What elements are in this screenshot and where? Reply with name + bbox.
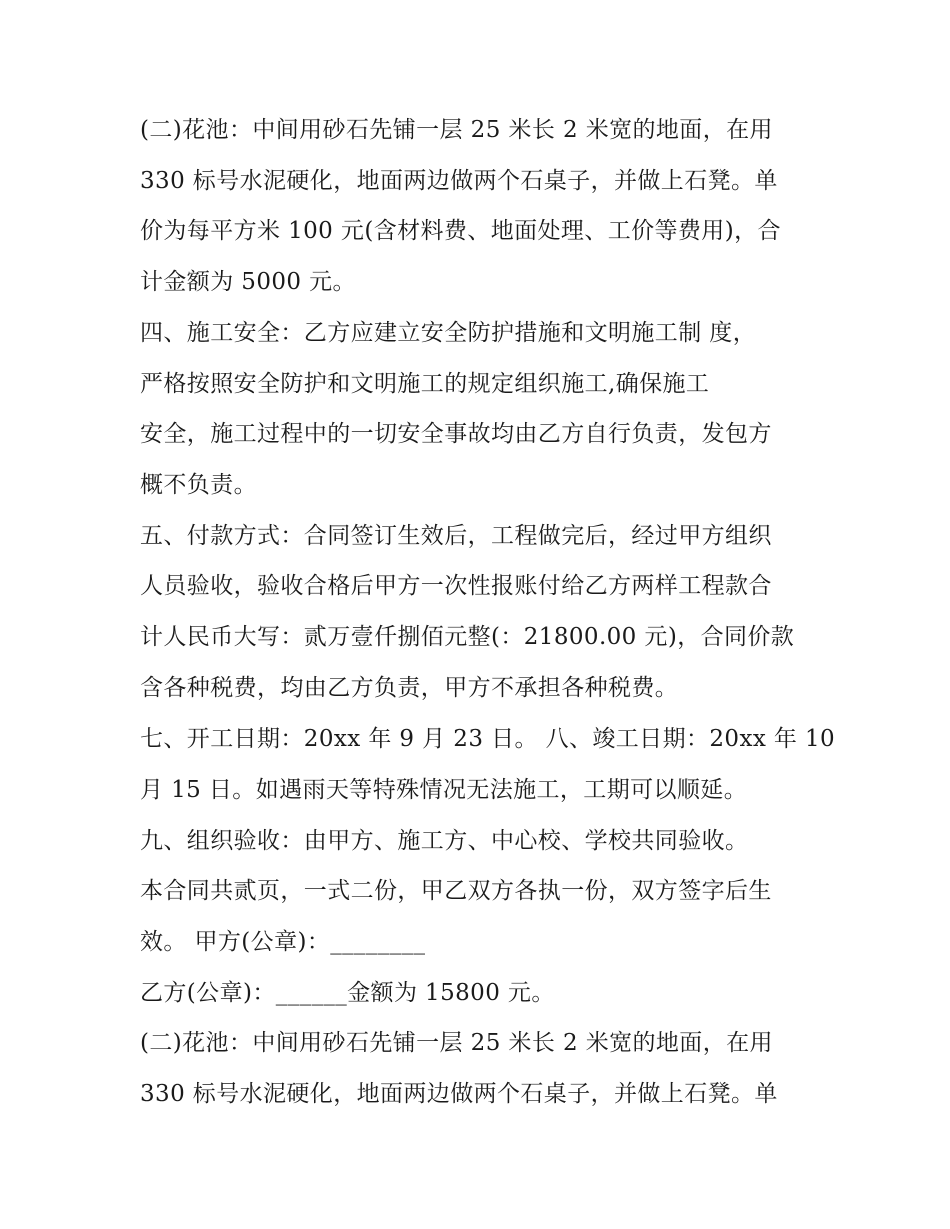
text-line: 计金额为 5000 元。	[140, 269, 356, 295]
text-line: 价为每平方米 100 元(含材料费、地面处理、工价等费用)，合	[140, 218, 781, 244]
text-line: 效。 甲方(公章)：________	[140, 929, 426, 955]
text-line: 人员验收，验收合格后甲方一次性报账付给乙方两样工程款合	[140, 573, 772, 599]
text-line: 四、施工安全：乙方应建立安全防护措施和文明施工制 度，	[140, 320, 757, 346]
text-line: 七、开工日期：20xx 年 9 月 23 日。 八、竣工日期：20xx 年 10	[140, 726, 836, 752]
text-line: 计人民币大写：贰万壹仟捌佰元整(：21800.00 元)，合同价款	[140, 624, 795, 650]
text-line: 乙方(公章)：______金额为 15800 元。	[140, 980, 555, 1006]
text-line: 330 标号水泥硬化，地面两边做两个石桌子，并做上石凳。单	[140, 1081, 778, 1107]
text-line: 安全，施工过程中的一切安全事故均由乙方自行负责，发包方	[140, 421, 772, 447]
text-line: 330 标号水泥硬化，地面两边做两个石桌子，并做上石凳。单	[140, 168, 778, 194]
text-line: 概不负责。	[140, 472, 257, 498]
text-line: 五、付款方式：合同签订生效后，工程做完后，经过甲方组织	[140, 523, 772, 549]
text-line: 九、组织验收：由甲方、施工方、中心校、学校共同验收。	[140, 828, 749, 854]
text-line: (二)花池：中间用砂石先铺一层 25 米长 2 米宽的地面，在用	[140, 117, 773, 143]
text-line: 含各种税费，均由乙方负责，甲方不承担各种税费。	[140, 675, 679, 701]
text-line: 本合同共贰页，一式二份，甲乙双方各执一份，双方签字后生	[140, 878, 772, 904]
text-line: (二)花池：中间用砂石先铺一层 25 米长 2 米宽的地面，在用	[140, 1030, 773, 1056]
text-line: 月 15 日。如遇雨天等特殊情况无法施工，工期可以顺延。	[140, 777, 748, 803]
text-line: 严格按照安全防护和文明施工的规定组织施工,确保施工	[140, 371, 710, 397]
